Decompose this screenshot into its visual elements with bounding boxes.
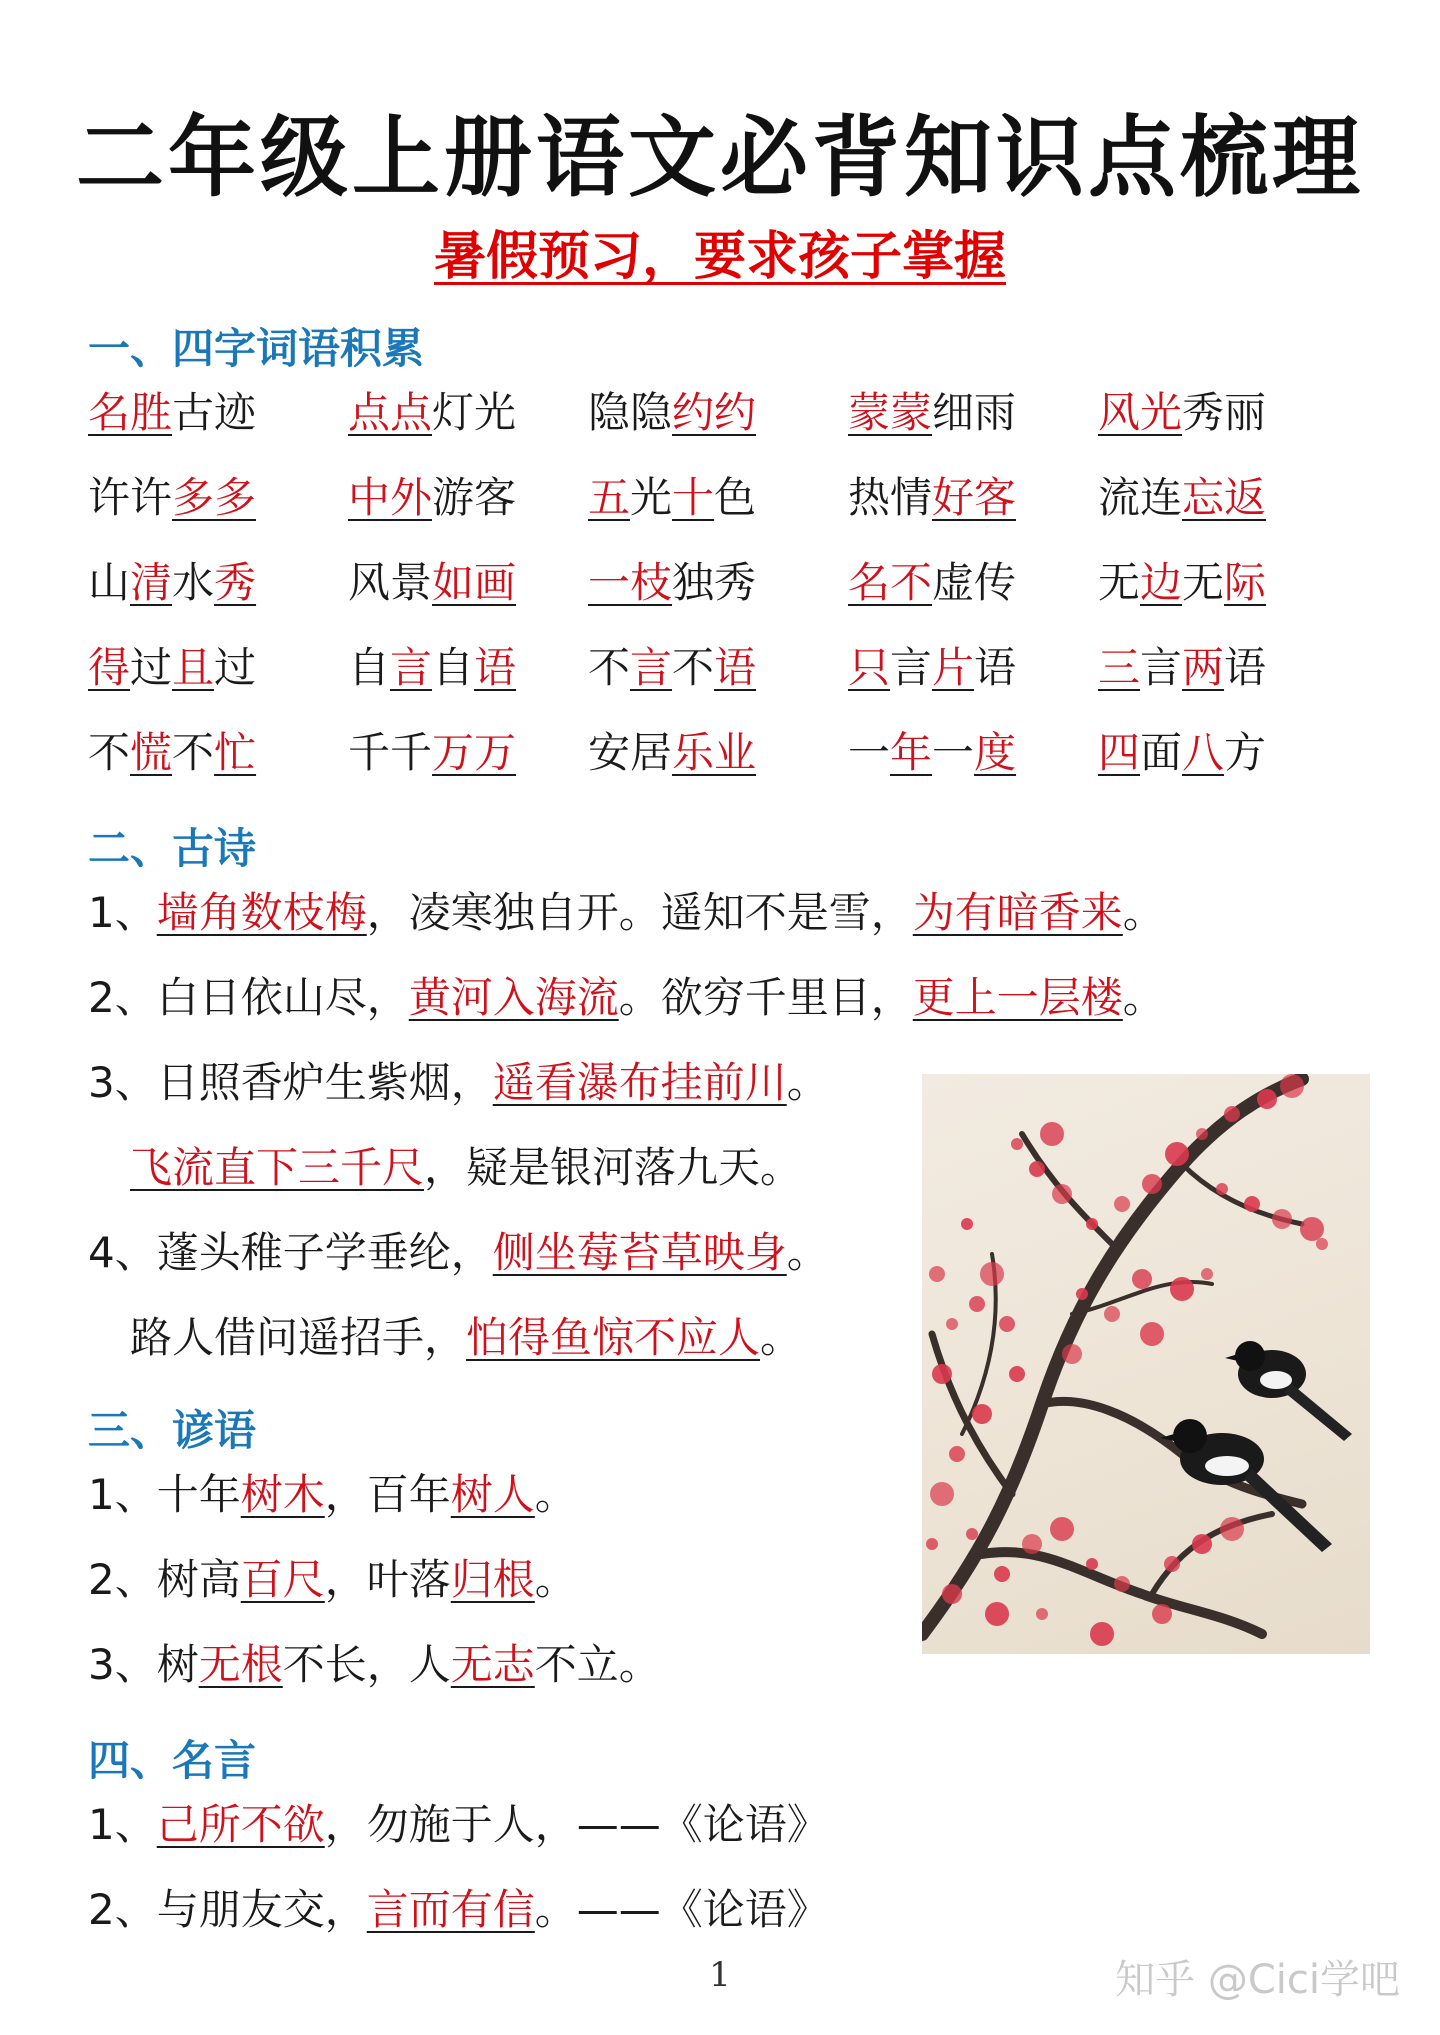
highlighted-text: 际 xyxy=(1224,558,1267,607)
highlighted-text: 名胜 xyxy=(88,388,173,437)
text-segment: 虚传 xyxy=(932,558,1017,607)
highlighted-text: 言 xyxy=(630,643,673,692)
watermark: 知乎 @Cici学吧 xyxy=(1115,1957,1400,2003)
highlighted-text: 只 xyxy=(848,643,891,692)
text-segment: 3、日照香炉生紫烟， xyxy=(88,1058,493,1107)
blossom xyxy=(1152,1604,1172,1624)
blossom xyxy=(1114,1196,1130,1212)
highlighted-text: 侧坐莓苔草映身 xyxy=(492,1228,787,1277)
text-segment: 不 xyxy=(88,728,131,777)
text-segment: ，疑是银河落九天。 xyxy=(424,1143,803,1192)
highlighted-text: 度 xyxy=(974,728,1017,777)
idiom-item xyxy=(588,635,756,695)
text-segment: 细雨 xyxy=(932,388,1017,437)
blossom xyxy=(1036,1608,1048,1620)
highlighted-text: 蒙蒙 xyxy=(848,388,933,437)
text-segment: 。——《论语》 xyxy=(534,1885,829,1934)
section-heading-words: 一、四字词语积累 xyxy=(88,324,425,373)
idiom-item xyxy=(1098,550,1266,610)
blossom xyxy=(1062,1344,1082,1364)
idiom-item xyxy=(348,550,516,610)
highlighted-text: 墙角数枝梅 xyxy=(156,888,367,937)
idiom-item xyxy=(588,720,756,780)
highlighted-text: 更上一层楼 xyxy=(912,973,1123,1022)
blossom xyxy=(1280,1074,1304,1098)
highlighted-text: 言而有信 xyxy=(366,1885,535,1934)
blossom xyxy=(1257,1089,1277,1109)
text-segment: 色 xyxy=(714,473,757,522)
text-segment: 。 xyxy=(760,1313,803,1362)
text-segment: 不 xyxy=(588,643,631,692)
highlighted-text: 遥看瀑布挂前川 xyxy=(492,1058,787,1107)
idiom-item xyxy=(88,635,256,695)
idiom-item xyxy=(848,550,1016,610)
highlighted-text: 万万 xyxy=(432,728,517,777)
blossom xyxy=(1114,1576,1130,1592)
text-segment: 。 xyxy=(534,1555,577,1604)
highlighted-text: 树木 xyxy=(240,1470,325,1519)
blossom xyxy=(1052,1184,1072,1204)
text-segment: 独秀 xyxy=(672,558,757,607)
text-segment: 方 xyxy=(1224,728,1267,777)
blossom xyxy=(929,1266,945,1282)
blossom xyxy=(1272,1209,1292,1229)
blossom xyxy=(946,1318,958,1330)
text-line xyxy=(88,880,1165,940)
highlighted-text: 语 xyxy=(714,643,757,692)
blossom xyxy=(1220,1517,1244,1541)
blossom xyxy=(1132,1269,1152,1289)
text-segment: 隐隐 xyxy=(588,388,673,437)
highlighted-text: 一枝 xyxy=(588,558,673,607)
text-segment: 一 xyxy=(848,728,891,777)
blossom xyxy=(1300,1217,1324,1241)
idiom-item xyxy=(588,380,756,440)
blossom xyxy=(961,1218,973,1230)
idiom-item xyxy=(348,465,516,525)
blossom xyxy=(999,1316,1015,1332)
text-segment: 无 xyxy=(1098,558,1141,607)
text-segment: 秀丽 xyxy=(1182,388,1267,437)
text-segment: 2、与朋友交， xyxy=(88,1885,367,1934)
highlighted-text: 四 xyxy=(1098,728,1141,777)
blossom xyxy=(1090,1622,1114,1646)
text-segment: 不立。 xyxy=(534,1640,661,1689)
blossom xyxy=(969,1296,985,1312)
text-segment: 自 xyxy=(432,643,475,692)
highlighted-text: 且 xyxy=(172,643,215,692)
text-segment: 言 xyxy=(1140,643,1183,692)
blossom xyxy=(966,1528,978,1540)
idiom-item xyxy=(88,720,256,780)
text-segment: 不长，人 xyxy=(282,1640,451,1689)
idiom-item xyxy=(848,380,1016,440)
highlighted-text: 八 xyxy=(1182,728,1225,777)
highlighted-text: 中外 xyxy=(348,473,433,522)
blossom xyxy=(942,1584,962,1604)
text-segment: 2、白日依山尽， xyxy=(88,973,409,1022)
text-segment: 不 xyxy=(172,728,215,777)
page-number: 1 xyxy=(709,1955,731,1995)
blossom xyxy=(1165,1142,1189,1166)
text-segment: 3、树 xyxy=(88,1640,199,1689)
blossom xyxy=(949,1446,965,1462)
page-title: 二年级上册语文必背知识点梳理 xyxy=(75,106,1364,209)
idiom-item xyxy=(588,550,756,610)
blossom xyxy=(1192,1534,1212,1554)
text-segment: 语 xyxy=(1224,643,1267,692)
highlighted-text: 慌 xyxy=(130,728,173,777)
idiom-item xyxy=(1098,720,1266,780)
blossom xyxy=(926,1538,938,1550)
highlighted-text: 秀 xyxy=(214,558,257,607)
highlighted-text: 约约 xyxy=(672,388,757,437)
text-segment: 路人借问遥招手， xyxy=(130,1313,467,1362)
idiom-item xyxy=(1098,635,1266,695)
blossom xyxy=(1316,1238,1328,1250)
highlighted-text: 年 xyxy=(890,728,933,777)
text-segment: 语 xyxy=(974,643,1017,692)
text-line xyxy=(88,1792,829,1852)
text-segment: 。 xyxy=(1122,973,1165,1022)
blossom xyxy=(1086,1558,1098,1570)
idiom-item xyxy=(88,465,256,525)
highlighted-text: 言 xyxy=(390,643,433,692)
page-subtitle xyxy=(0,214,1440,289)
highlighted-text: 名不 xyxy=(848,558,933,607)
highlighted-text: 十 xyxy=(672,473,715,522)
text-segment: 。 xyxy=(1122,888,1165,937)
text-segment: 过 xyxy=(130,643,173,692)
highlighted-text: 得 xyxy=(88,643,131,692)
text-line xyxy=(88,1220,829,1280)
highlighted-text: 己所不欲 xyxy=(156,1800,325,1849)
blossom xyxy=(932,1364,952,1384)
highlighted-text: 为有暗香来 xyxy=(912,888,1123,937)
highlighted-text: 好客 xyxy=(932,473,1017,522)
blossom xyxy=(1040,1122,1064,1146)
plum-blossom-magpie-illustration xyxy=(922,1074,1370,1654)
text-segment: ，叶落 xyxy=(324,1555,451,1604)
blossom xyxy=(985,1602,1009,1626)
text-line xyxy=(88,965,1165,1025)
text-segment: 面 xyxy=(1140,728,1183,777)
highlighted-text: 片 xyxy=(932,643,975,692)
highlighted-text: 语 xyxy=(474,643,517,692)
text-segment: ，百年 xyxy=(324,1470,451,1519)
text-segment: 不 xyxy=(672,643,715,692)
highlighted-text: 无根 xyxy=(198,1640,283,1689)
highlighted-text: 忙 xyxy=(214,728,257,777)
plum-blossom-painting xyxy=(922,1074,1370,1654)
text-segment: 。欲穷千里目， xyxy=(618,973,913,1022)
text-segment: ，勿施于人，——《论语》 xyxy=(324,1800,829,1849)
highlighted-text: 无志 xyxy=(450,1640,535,1689)
idiom-item xyxy=(348,635,516,695)
highlighted-text: 两 xyxy=(1182,643,1225,692)
highlighted-text: 如画 xyxy=(432,558,517,607)
blossom xyxy=(1216,1183,1228,1195)
text-segment: 流连 xyxy=(1098,473,1183,522)
section-heading-proverbs: 三、谚语 xyxy=(88,1406,257,1455)
text-segment: 无 xyxy=(1182,558,1225,607)
blossom xyxy=(980,1262,1004,1286)
highlighted-text: 归根 xyxy=(450,1555,535,1604)
highlighted-text: 多多 xyxy=(172,473,257,522)
blossom xyxy=(1029,1161,1045,1177)
blossom xyxy=(994,1566,1010,1582)
blossom xyxy=(1140,1322,1164,1346)
blossom xyxy=(1086,1218,1098,1230)
idiom-item xyxy=(848,465,1016,525)
highlighted-text: 五 xyxy=(588,473,631,522)
highlighted-text: 清 xyxy=(130,558,173,607)
blossom xyxy=(1011,1138,1023,1150)
text-segment: 2、树高 xyxy=(88,1555,241,1604)
text-line xyxy=(88,1050,829,1110)
text-segment: 自 xyxy=(348,643,391,692)
text-segment: 4、蓬头稚子学垂纶， xyxy=(88,1228,493,1277)
blossom xyxy=(1009,1366,1025,1382)
idiom-item xyxy=(1098,380,1266,440)
highlighted-text: 黄河入海流 xyxy=(408,973,619,1022)
text-segment: 一 xyxy=(932,728,975,777)
text-segment: 许许 xyxy=(88,473,173,522)
blossom xyxy=(1022,1534,1042,1554)
text-segment: 1、 xyxy=(88,1800,157,1849)
text-segment: 。 xyxy=(786,1228,829,1277)
text-segment: 千千 xyxy=(348,728,433,777)
text-segment: 游客 xyxy=(432,473,517,522)
text-line xyxy=(88,1462,577,1522)
text-segment: 1、 xyxy=(88,888,157,937)
subtitle-text: 暑假预习，要求孩子掌握 xyxy=(433,227,1006,287)
highlighted-text: 风光 xyxy=(1098,388,1183,437)
text-line xyxy=(130,1135,802,1195)
text-segment: 山 xyxy=(88,558,131,607)
text-line xyxy=(88,1547,577,1607)
blossom xyxy=(1104,1306,1120,1322)
highlighted-text: 三 xyxy=(1098,643,1141,692)
highlighted-text: 边 xyxy=(1140,558,1183,607)
text-line xyxy=(88,1877,829,1937)
blossom xyxy=(930,1482,954,1506)
highlighted-text: 百尺 xyxy=(240,1555,325,1604)
blossom xyxy=(1201,1268,1213,1280)
text-segment: 安居 xyxy=(588,728,673,777)
idiom-item xyxy=(348,720,516,780)
section-heading-quotes: 四、名言 xyxy=(88,1736,257,1785)
highlighted-text: 点点 xyxy=(348,388,433,437)
text-line xyxy=(88,1632,661,1692)
text-segment: 水 xyxy=(172,558,215,607)
text-segment: 灯光 xyxy=(432,388,517,437)
text-segment: ，凌寒独自开。遥知不是雪， xyxy=(366,888,913,937)
blossom xyxy=(1196,1128,1208,1140)
text-segment: 光 xyxy=(630,473,673,522)
blossom xyxy=(1050,1517,1074,1541)
text-line xyxy=(130,1305,802,1365)
blossom xyxy=(1164,1556,1180,1572)
idiom-item xyxy=(848,720,1016,780)
blossom xyxy=(1142,1174,1162,1194)
section-heading-poems: 二、古诗 xyxy=(88,824,257,873)
highlighted-text: 飞流直下三千尺 xyxy=(130,1143,425,1192)
idiom-item xyxy=(88,380,256,440)
text-segment: 1、十年 xyxy=(88,1470,241,1519)
blossom xyxy=(1076,1288,1088,1300)
idiom-item xyxy=(348,380,516,440)
text-segment: 言 xyxy=(890,643,933,692)
blossom xyxy=(1224,1106,1240,1122)
idiom-item xyxy=(88,550,256,610)
idiom-item xyxy=(848,635,1016,695)
text-segment: 古迹 xyxy=(172,388,257,437)
blossom xyxy=(972,1404,992,1424)
blossom xyxy=(1170,1277,1194,1301)
text-segment: 。 xyxy=(786,1058,829,1107)
text-segment: 风景 xyxy=(348,558,433,607)
text-segment: 过 xyxy=(214,643,257,692)
idiom-item xyxy=(588,465,756,525)
highlighted-text: 树人 xyxy=(450,1470,535,1519)
highlighted-text: 忘返 xyxy=(1182,473,1267,522)
text-segment: 。 xyxy=(534,1470,577,1519)
idiom-item xyxy=(1098,465,1266,525)
highlighted-text: 乐业 xyxy=(672,728,757,777)
highlighted-text: 怕得鱼惊不应人 xyxy=(466,1313,761,1362)
text-segment: 热情 xyxy=(848,473,933,522)
blossom xyxy=(1244,1196,1260,1212)
